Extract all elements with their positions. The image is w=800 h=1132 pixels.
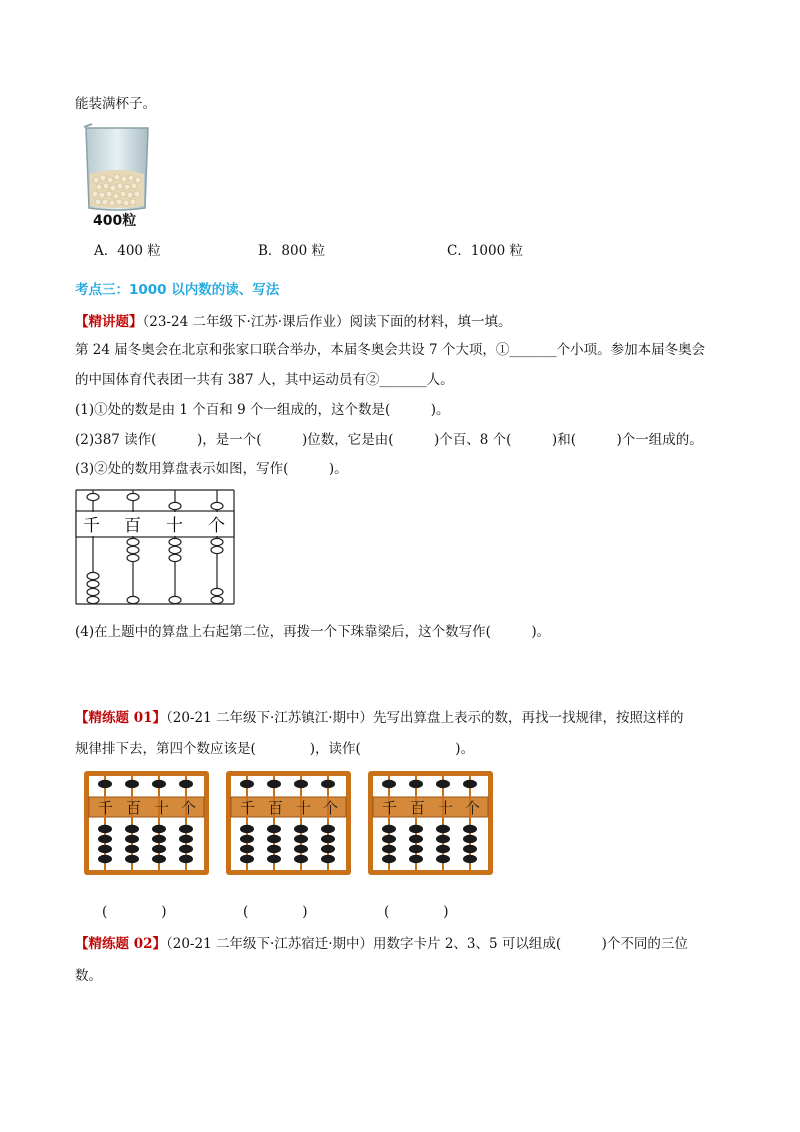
abacus-1-label-hundreds: 百 (126, 799, 142, 817)
abacus-lower-bead (152, 845, 166, 853)
lecture-abacus-label-hundreds: 百 (124, 516, 141, 536)
abacus-lower-bead (240, 825, 254, 833)
abacus-2-label-thousands: 千 (240, 799, 256, 817)
practice1-answer-blank-1: ( ) (102, 904, 167, 920)
abacus-lower-bead (240, 835, 254, 843)
abacus-lower-bead (125, 825, 139, 833)
abacus-lower-bead (321, 835, 335, 843)
abacus-lower-bead (179, 855, 193, 863)
abacus-lower-bead (409, 855, 423, 863)
abacus-upper-bead (382, 780, 396, 788)
beaker-image (82, 122, 152, 212)
lecture-q3: (3)②处的数用算盘表示如图，写作( )。 (75, 461, 348, 477)
abacus-lower-bead (294, 855, 308, 863)
abacus-lower-bead (179, 825, 193, 833)
abacus-lower-bead (179, 845, 193, 853)
abacus-lower-bead (436, 845, 450, 853)
abacus-lower-bead (436, 835, 450, 843)
abacus-lower-bead (409, 835, 423, 843)
abacus-2-label-ones: 个 (323, 799, 339, 817)
abacus-upper-bead (321, 780, 335, 788)
lecture-abacus-label-thousands: 千 (83, 516, 100, 536)
practice2-header (75, 934, 688, 954)
lecture-abacus-label-ones: 个 (208, 516, 225, 536)
lecture-para-1: 第 24 届冬奥会在北京和张家口联合举办，本届冬奥会共设 7 个大项，①_______个小项。参加本届冬奥会 (75, 342, 706, 358)
practice1-line-2: 规律排下去，第四个数应该是( )，读作( )。 (75, 741, 475, 757)
abacus-2-label-tens: 十 (296, 799, 312, 817)
abacus-upper-bead (98, 780, 112, 788)
lecture-header (75, 312, 512, 332)
abacus-upper-bead (294, 780, 308, 788)
abacus-3-label-tens: 十 (438, 799, 454, 817)
lecture-q2: (2)387 读作( )，是一个( )位数，它是由( )个百、8 个( )和( )个一组成的。 (75, 432, 703, 448)
option-c: C．1000 粒 (447, 243, 523, 259)
abacus-upper-bead (152, 780, 166, 788)
intro-line: 能装满杯子。 (75, 96, 156, 112)
lecture-abacus-label-tens: 十 (166, 516, 183, 536)
lecture-abacus (74, 486, 236, 608)
option-a: A．400 粒 (94, 243, 161, 259)
lecture-tag: 【精讲题】 (75, 314, 143, 330)
practice1-abacus-3 (368, 771, 493, 875)
practice1-abacus-2 (226, 771, 351, 875)
abacus-1-label-tens: 十 (154, 799, 170, 817)
practice1-abacus-1 (84, 771, 209, 875)
lecture-q4: (4)在上题中的算盘上右起第二位，再拨一个下珠靠梁后，这个数写作( )。 (75, 624, 551, 640)
abacus-lower-bead (382, 825, 396, 833)
practice1-tag: 【精练题 01】 (75, 710, 166, 726)
lecture-q1: (1)①处的数是由 1 个百和 9 个一组成的，这个数是( )。 (75, 402, 450, 418)
abacus-lower-bead (321, 845, 335, 853)
abacus-lower-bead (98, 845, 112, 853)
abacus-lower-bead (125, 855, 139, 863)
beaker-caption: 400粒 (93, 213, 137, 229)
abacus-3-label-ones: 个 (465, 799, 481, 817)
abacus-lower-bead (294, 835, 308, 843)
practice2-line-1: （20-21 二年级下·江苏宿迁·期中）用数字卡片 2、3、5 可以组成( )个不同的三位 (166, 936, 688, 952)
abacus-lower-bead (382, 845, 396, 853)
option-b: B．800 粒 (258, 243, 325, 259)
abacus-upper-bead (463, 780, 477, 788)
section-title: 考点三：1000 以内数的读、写法 (75, 282, 280, 298)
abacus-2-label-hundreds: 百 (268, 799, 284, 817)
abacus-lower-bead (152, 825, 166, 833)
practice1-answer-blank-3: ( ) (384, 904, 449, 920)
abacus-lower-bead (463, 855, 477, 863)
abacus-lower-bead (98, 825, 112, 833)
abacus-lower-bead (98, 855, 112, 863)
lecture-para-2: 的中国体育代表团一共有 387 人，其中运动员有②_______人。 (75, 372, 454, 388)
abacus-lower-bead (382, 855, 396, 863)
abacus-lower-bead (409, 825, 423, 833)
abacus-lower-bead (321, 855, 335, 863)
abacus-lower-bead (125, 835, 139, 843)
abacus-lower-bead (179, 835, 193, 843)
abacus-lower-bead (152, 835, 166, 843)
abacus-upper-bead (436, 780, 450, 788)
abacus-upper-bead (240, 780, 254, 788)
abacus-lower-bead (436, 825, 450, 833)
abacus-lower-bead (463, 845, 477, 853)
abacus-3-label-thousands: 千 (382, 799, 398, 817)
abacus-lower-bead (240, 845, 254, 853)
abacus-lower-bead (125, 845, 139, 853)
abacus-lower-bead (267, 845, 281, 853)
abacus-lower-bead (463, 835, 477, 843)
abacus-lower-bead (294, 825, 308, 833)
abacus-lower-bead (463, 825, 477, 833)
abacus-lower-bead (267, 855, 281, 863)
abacus-3-label-hundreds: 百 (410, 799, 426, 817)
abacus-lower-bead (294, 845, 308, 853)
abacus-lower-bead (267, 825, 281, 833)
practice1-answer-blank-2: ( ) (243, 904, 308, 920)
abacus-upper-bead (125, 780, 139, 788)
practice2-tag: 【精练题 02】 (75, 936, 166, 952)
abacus-lower-bead (409, 845, 423, 853)
abacus-lower-bead (240, 855, 254, 863)
practice1-header (75, 708, 684, 728)
abacus-lower-bead (436, 855, 450, 863)
abacus-upper-bead (409, 780, 423, 788)
abacus-lower-bead (98, 835, 112, 843)
practice2-line-2: 数。 (75, 968, 102, 984)
abacus-lower-bead (321, 825, 335, 833)
abacus-lower-bead (267, 835, 281, 843)
abacus-upper-bead (267, 780, 281, 788)
abacus-lower-bead (382, 835, 396, 843)
lecture-source: （23-24 二年级下·江苏·课后作业）阅读下面的材料，填一填。 (142, 314, 512, 330)
practice1-line-1: （20-21 二年级下·江苏镇江·期中）先写出算盘上表示的数，再找一找规律，按照这样的 (166, 710, 684, 726)
abacus-1-label-thousands: 千 (98, 799, 114, 817)
abacus-upper-bead (179, 780, 193, 788)
abacus-1-label-ones: 个 (181, 799, 197, 817)
abacus-lower-bead (152, 855, 166, 863)
